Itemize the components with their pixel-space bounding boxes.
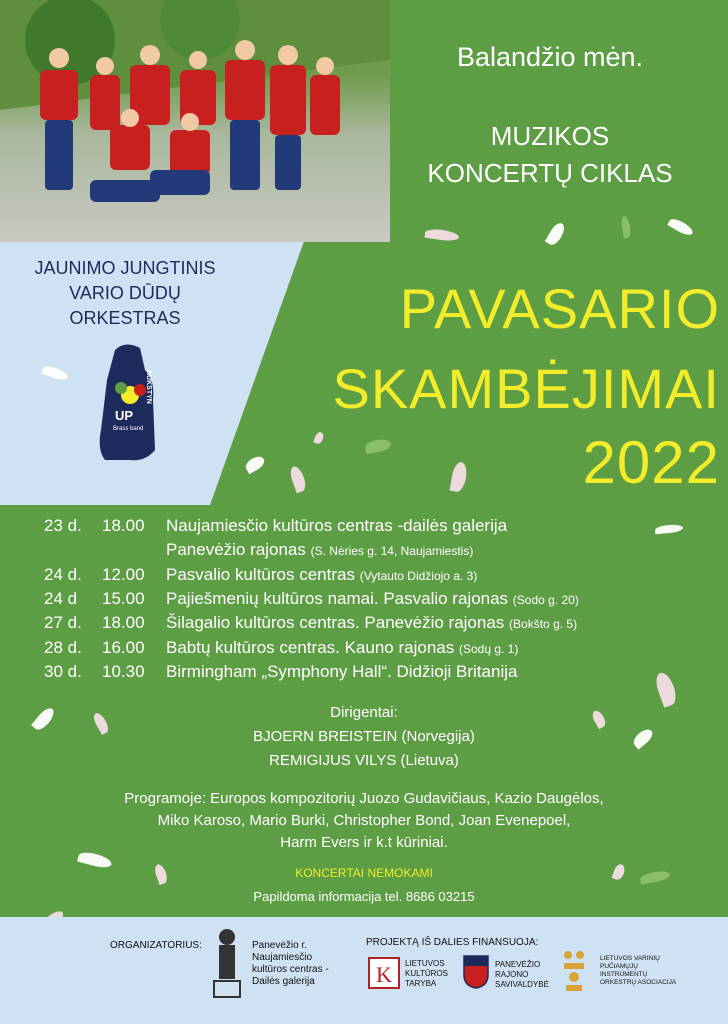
organizer-name-line3: kultūros centras - bbox=[252, 964, 329, 975]
culture-council-logo-icon: K bbox=[368, 957, 400, 989]
statue-logo-icon bbox=[210, 925, 244, 1001]
month-label: Balandžio mėn. bbox=[456, 42, 644, 72]
funder1-line2: KULTŪROS bbox=[405, 969, 448, 978]
program-line2: Miko Karoso, Mario Burki, Christopher Bond, Joan Evenepoel, bbox=[157, 812, 571, 829]
funder3-line4: ORKESTRŲ ASOCIACIJA bbox=[600, 979, 677, 986]
program-line1: Programoje: Europos kompozitorių Juozo Gudavičiaus, Kazio Daugėlos, bbox=[124, 790, 604, 807]
schedule-row: 28 d. 16.00 Babtų kultūros centras. Kauno rajonas (Sodų g. 1) bbox=[44, 638, 519, 657]
organizer-label: ORGANIZATORIUS: bbox=[110, 940, 202, 951]
organizer-logo bbox=[210, 925, 244, 1001]
series-title-line2: KONCERTŲ CIKLAS bbox=[427, 158, 673, 188]
schedule-row: Panevėžio rajonas (S. Nėries g. 14, Naujamiestis) bbox=[166, 540, 474, 559]
schedule-row: 27 d. 18.00 Šilagalio kultūros centras. Panevėžio rajonas (Bokšto g. 5) bbox=[44, 613, 578, 632]
schedule-row: 23 d. 18.00 Naujamiesčio kultūros centras -dailės galerija bbox=[44, 516, 508, 535]
conductor-1: BJOERN BREISTEIN (Norvegija) bbox=[253, 728, 475, 745]
funder3-line1: LIETUVOS VARINIŲ bbox=[600, 955, 660, 962]
program-line3: Harm Evers ir k.t kūriniai. bbox=[280, 834, 448, 851]
organizer-name-line2: Naujamiesčio bbox=[252, 952, 313, 963]
funder3-line2: PUČIAMŲJŲ bbox=[600, 963, 638, 970]
schedule bbox=[44, 516, 724, 696]
footer-sponsors bbox=[0, 917, 728, 1024]
free-concerts-note: KONCERTAI NEMOKAMI bbox=[295, 866, 433, 880]
funder3-line3: INSTRUMENTŲ bbox=[600, 971, 648, 978]
schedule-row: 24 d 15.00 Pajiešmenių kultūros namai. Pasvalio rajonas (Sodo g. 20) bbox=[44, 589, 579, 608]
band-members-illustration bbox=[0, 0, 390, 242]
funder1-line3: TARYBA bbox=[405, 979, 437, 988]
organizer-name-line1: Panevėžio r. bbox=[252, 940, 308, 951]
logo-sub-text: Brass band bbox=[113, 426, 144, 432]
main-title-year: 2022 bbox=[582, 429, 720, 496]
conductor-2: REMIGIJUS VILYS (Lietuva) bbox=[269, 752, 459, 769]
municipality-crest-icon bbox=[463, 955, 489, 989]
organizer-name-line4: Dailės galerija bbox=[252, 976, 315, 987]
conductors-heading: Dirigentai: bbox=[330, 704, 398, 721]
orchestra-name-line1: JAUNIMO JUNGTINIS bbox=[34, 258, 216, 278]
funded-label: PROJEKTĄ IŠ DALIES FINANSUOJA: bbox=[366, 937, 539, 948]
logo-side-text: AUKSTYN bbox=[145, 370, 152, 404]
brass-association-logo-icon bbox=[562, 949, 586, 993]
schedule-row: 24 d. 12.00 Pasvalio kultūros centras (Vytauto Didžiojo a. 3) bbox=[44, 565, 478, 584]
main-title-line1: PAVASARIO bbox=[399, 277, 720, 340]
logo-up-text: UP bbox=[115, 408, 134, 423]
orchestra-name-line3: ORKESTRAS bbox=[69, 308, 181, 328]
schedule-row: 30 d. 10.30 Birmingham „Symphony Hall“. Didžioji Britanija bbox=[44, 662, 518, 681]
series-title-line1: MUZIKOS bbox=[490, 121, 610, 151]
orchestra-name-line2: VARIO DŪDŲ bbox=[69, 283, 181, 303]
funder2-line1: PANEVĖŽIO bbox=[495, 960, 541, 969]
funder2-line3: SAVIVALDYBĖ bbox=[495, 980, 549, 989]
funder2-line2: RAJONO bbox=[495, 970, 529, 979]
tuba-logo-icon bbox=[95, 340, 165, 465]
main-title-line2: SKAMBĖJIMAI bbox=[332, 357, 720, 420]
contact-info: Papildoma informacija tel. 8686 03215 bbox=[253, 889, 475, 904]
orchestra-logo bbox=[95, 340, 165, 465]
orchestra-photo bbox=[0, 0, 390, 242]
funder1-line1: LIETUVOS bbox=[405, 959, 445, 968]
